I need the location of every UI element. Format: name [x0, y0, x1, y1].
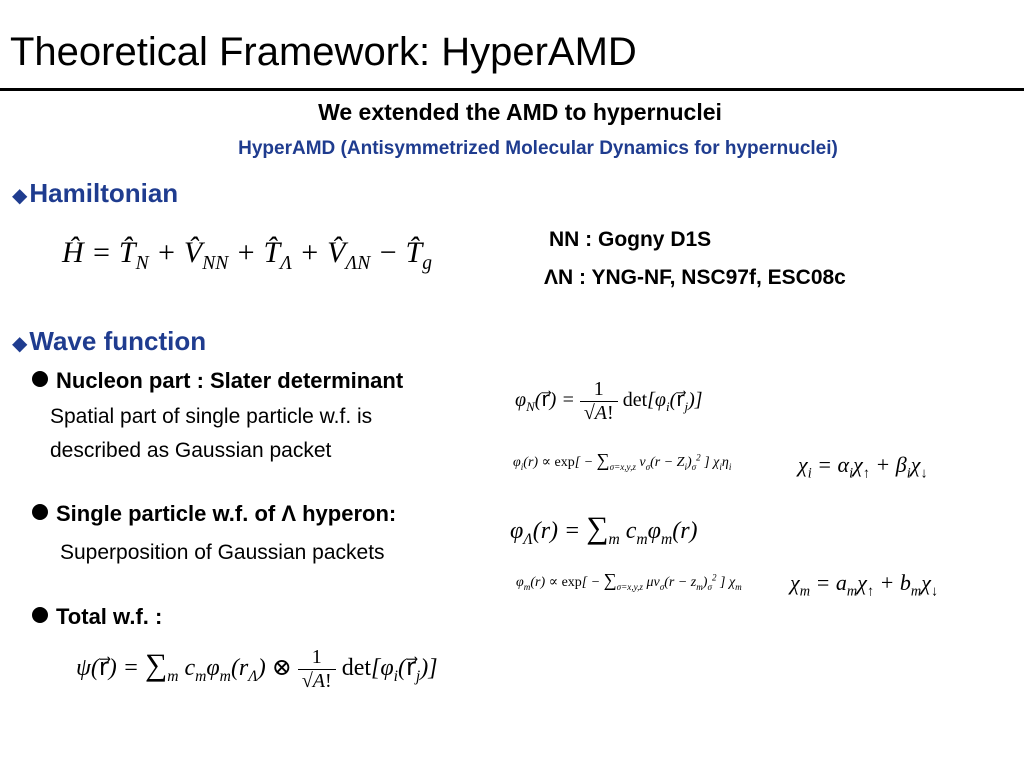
- hamiltonian-heading: [12, 178, 178, 209]
- lambda-superposition-equation: $\varphi_\Lambda(r) = \sum_m$ $c_m\varphi_m(r)$: [510, 510, 698, 548]
- nucleon-slater-equation: $\varphi_N(r⃗)$ = $\frac{1}{√A!}$ $\det[\varphi_i(r⃗_j)]$: [515, 378, 703, 424]
- nucleon-gaussian-equation: $\varphi_i(r) \propto \exp[ - \sum_{\sigma=x,y,z}$ $\nu_\sigma(r - Z_i)_\sigma^2$ ] $\chi_i\eta_i$: [513, 450, 732, 472]
- hamiltonian-heading-text: Hamiltonian: [29, 178, 179, 208]
- lambda-spin-equation: $\chi_m = a_m\chi_↑ + b_m\chi_↓$: [790, 570, 939, 600]
- diamond-bullet-icon: ◆: [12, 185, 28, 207]
- nucleon-desc-line-1: Spatial part of single particle w.f. is: [50, 405, 373, 428]
- nucleon-spin-equation: $\chi_i = \alpha_i\chi_↑ + \beta_i\chi_↓$: [798, 452, 928, 482]
- nucleon-part-title: Nucleon part : Slater determinant: [56, 368, 404, 393]
- lambda-part-title: Single particle w.f. of Λ hyperon:: [56, 501, 397, 526]
- nucleon-desc-line-2: described as Gaussian packet: [50, 439, 332, 462]
- hamiltonian-equation: Ĥ = $T̂_N$ + $V̂_{NN}$ + $T̂_\Lambda$ + $V̂_{\Lambda N}$ − $T̂_g$: [62, 236, 432, 274]
- total-wf-bullet: [32, 604, 162, 630]
- slide-title: Theoretical Framework: HyperAMD: [10, 30, 637, 74]
- bullet-dot-icon: [32, 607, 48, 623]
- wavefunction-heading: [12, 326, 206, 357]
- lambda-part-bullet: [32, 501, 396, 527]
- bullet-dot-icon: [32, 504, 48, 520]
- slide-subtitle: We extended the AMD to hypernuclei: [318, 99, 722, 125]
- nn-interaction-label: NN : Gogny D1S: [549, 228, 712, 251]
- total-wf-equation: ψ(r⃗) = $\sum_m$ $c_m\varphi_m(r_\Lambda)$ ⊗ $\frac{1}{√A!}$ $\det[\varphi_i(r⃗_j)]$: [76, 646, 438, 692]
- diamond-bullet-icon: ◆: [12, 333, 28, 355]
- slide-subtitle-2: HyperAMD (Antisymmetrized Molecular Dynamics for hypernuclei): [238, 138, 838, 159]
- title-divider: [0, 88, 1024, 91]
- total-wf-title: Total w.f. :: [56, 604, 163, 629]
- lambda-gaussian-equation: $\varphi_m(r) \propto \exp[ - \sum_{\sigma=x,y,z}$ $\mu\nu_\sigma(r - z_m)_\sigma^2$ ] $\chi_m$: [516, 570, 742, 592]
- ln-interaction-label: ΛN : YNG-NF, NSC97f, ESC08c: [544, 266, 846, 289]
- lambda-desc: Superposition of Gaussian packets: [60, 541, 385, 564]
- nucleon-part-bullet: [32, 368, 403, 394]
- bullet-dot-icon: [32, 371, 48, 387]
- wavefunction-heading-text: Wave function: [29, 326, 207, 356]
